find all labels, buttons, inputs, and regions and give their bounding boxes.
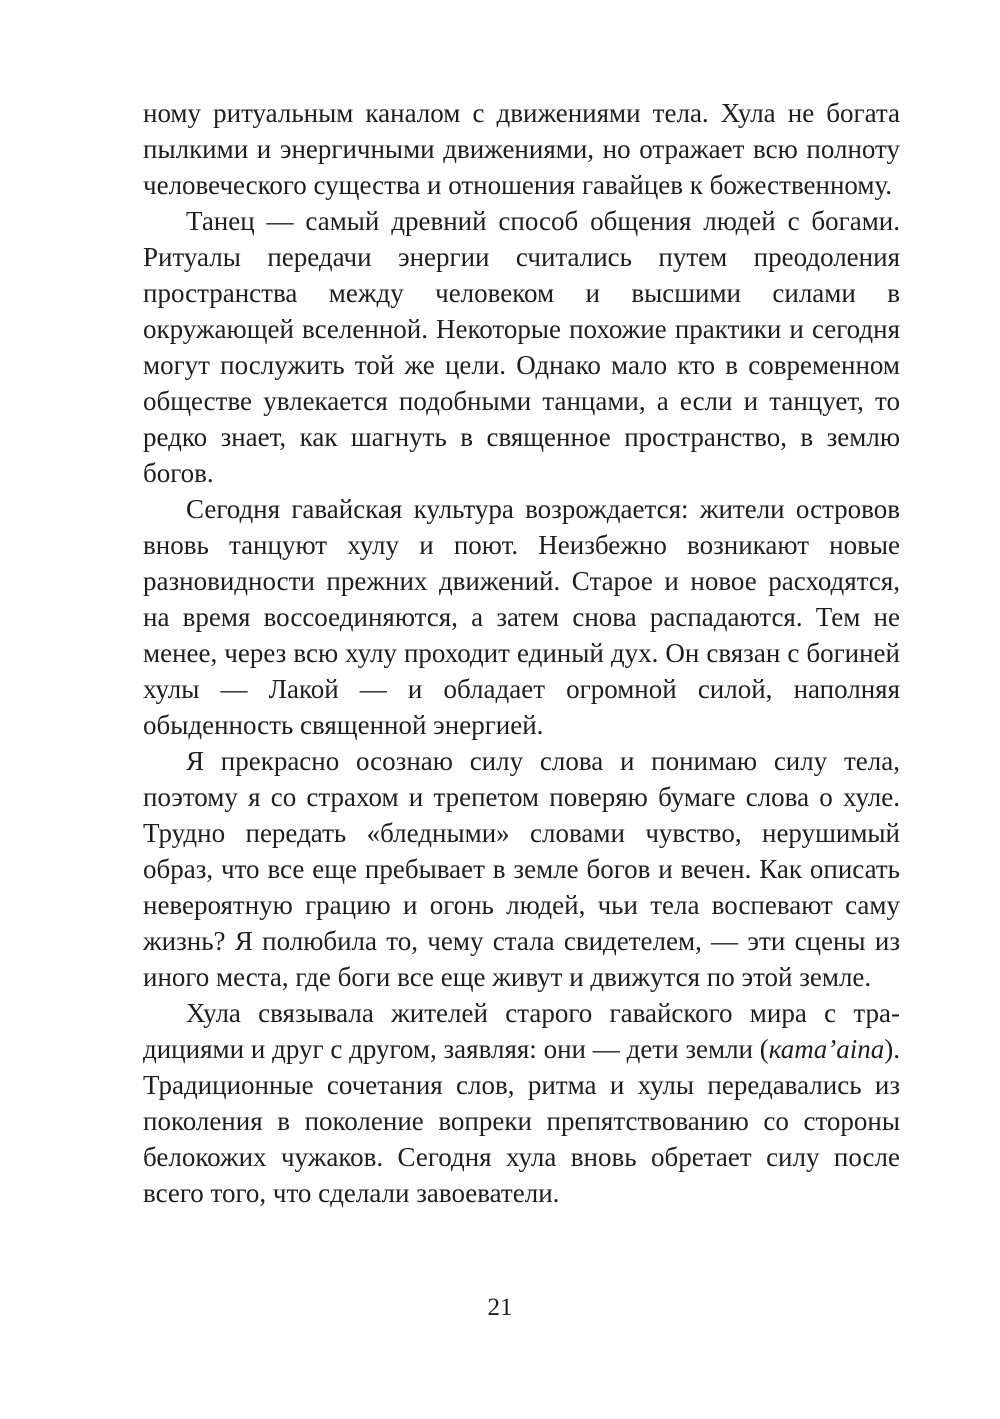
paragraph-5 bbox=[143, 995, 900, 1211]
hawaiian-term: каma’aina bbox=[768, 1034, 885, 1064]
paragraph-2: Танец — самый древний способ общения людей с богами. Ритуалы передачи энергии считались путем преодоления пространства между человеком и высшими силами в окружающей вселенной. Некоторые похожие практики и сегодня могут послужить той же цели. Однако мало кто в современном обществе увлекается подобными танцами, а если и танцует, то редко знает, как шагнуть в священное пространство, в землю богов. bbox=[143, 206, 900, 488]
page-body bbox=[143, 95, 900, 1211]
page-number: 21 bbox=[487, 1294, 513, 1321]
paragraph-1: ному ритуальным каналом с движениями тела. Хула не богата пылкими и энергичными движениями, но отражает всю полноту человеческого существа и отношения гавайцев к божественному. bbox=[143, 98, 900, 200]
paragraph-5-end: ). Традиционные сочетания слов, ритма и хулы передавались из поколения в поколение вопреки препятствованию со стороны белокожих чужаков. Сегодня хула вновь обретает силу после всего того, что сделали завоеватели. bbox=[143, 1034, 900, 1208]
paragraph-3: Сегодня гавайская культура возрождается: жители островов вновь танцуют хулу и поют. Неизбежно возникают новые разновидности прежних движений. Старое и новое расходятся, на время воссоединяются, а затем снова распадаются. Тем не менее, через всю хулу проходит единый дух. Он связан с богиней хулы — Лакой — и обладает огромной силой, наполняя обыденность священной энергией. bbox=[143, 494, 900, 740]
paragraph-4: Я прекрасно осознаю силу слова и понимаю силу тела, поэтому я со страхом и трепетом поверяю бумаге слова о хуле. Трудно передать «бледными» словами чувство, нерушимый образ, что все еще пребывает в земле богов и вечен. Как описать невероятную грацию и огонь людей, чьи тела воспевают саму жизнь? Я полюбила то, чему стала свидетелем, — эти сцены из иного места, где боги все еще живут и движутся по этой земле. bbox=[143, 746, 900, 992]
paragraph-5-start: Хула связывала жителей старого гавайского мира с традициями и друг с другом, заявляя: они — дети земли ( bbox=[143, 998, 900, 1064]
